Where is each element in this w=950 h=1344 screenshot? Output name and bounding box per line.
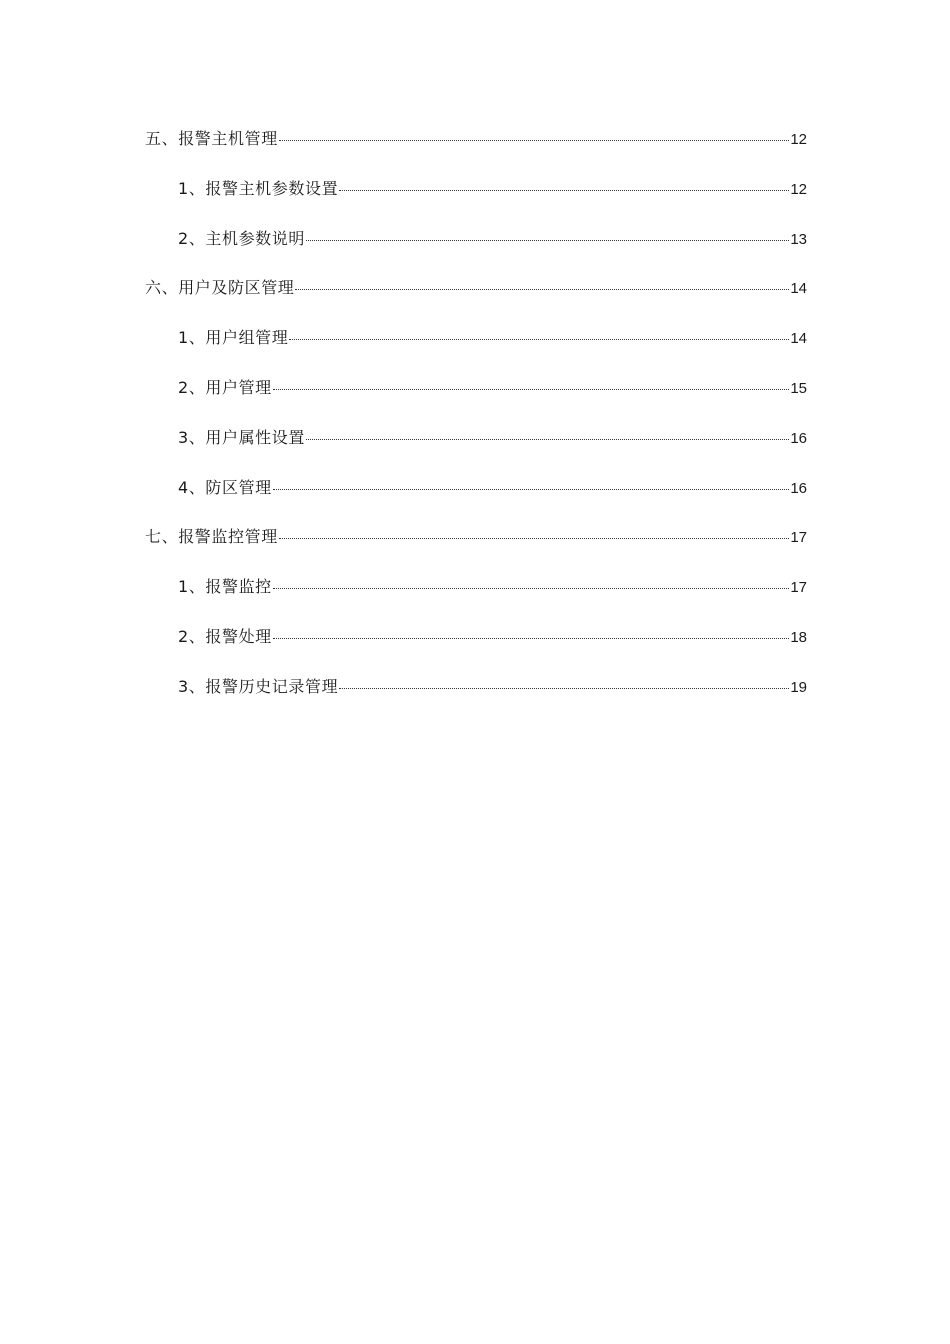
toc-entry-title: 五、报警主机管理	[145, 129, 278, 148]
toc-dot-leader	[273, 588, 790, 589]
toc-entry[interactable]	[145, 222, 807, 272]
toc-entry-title: 2、主机参数说明	[178, 228, 305, 248]
toc-entry-title: 2、报警处理	[178, 626, 272, 646]
toc-entry[interactable]	[145, 670, 807, 720]
toc-dot-leader	[273, 389, 790, 390]
toc-dot-leader	[279, 538, 790, 539]
toc-entry-page: 14	[790, 330, 807, 348]
toc-entry-page: 12	[790, 131, 807, 148]
toc-entry-page: 12	[790, 180, 807, 198]
toc-entry[interactable]	[145, 620, 807, 670]
toc-entry-page: 17	[790, 579, 807, 597]
toc-entry-page: 19	[790, 678, 807, 696]
toc-entry-title: 1、用户组管理	[178, 328, 289, 348]
toc-entry-title: 2、用户管理	[178, 377, 272, 397]
toc-entry-page: 16	[790, 479, 807, 497]
toc-dot-leader	[289, 339, 789, 340]
toc-entry-title: 3、用户属性设置	[178, 427, 305, 447]
toc-entry-title: 1、报警主机参数设置	[178, 178, 339, 198]
toc-dot-leader	[339, 190, 789, 191]
toc-dot-leader	[273, 638, 790, 639]
toc-dot-leader	[339, 688, 789, 689]
toc-entry-page: 18	[790, 628, 807, 646]
toc-entry[interactable]	[145, 271, 807, 321]
toc-entry-title: 七、报警监控管理	[145, 527, 278, 547]
toc-entry-page: 17	[790, 529, 807, 547]
toc-dot-leader	[306, 439, 789, 440]
toc-entry-title: 3、报警历史记录管理	[178, 676, 339, 696]
toc-entry-page: 14	[790, 280, 807, 298]
toc-entry[interactable]	[145, 172, 807, 222]
toc-entry-page: 16	[790, 429, 807, 447]
toc-entry[interactable]	[145, 421, 807, 471]
toc-entry[interactable]	[145, 570, 807, 620]
toc-entry-page: 15	[790, 379, 807, 397]
toc-dot-leader	[273, 489, 790, 490]
table-of-contents	[145, 122, 807, 720]
toc-entry-title: 4、防区管理	[178, 477, 272, 497]
toc-entry[interactable]	[145, 520, 807, 570]
toc-dot-leader	[279, 140, 790, 141]
toc-dot-leader	[295, 289, 789, 290]
toc-entry[interactable]	[145, 371, 807, 421]
toc-entry[interactable]	[145, 321, 807, 371]
toc-dot-leader	[306, 240, 789, 241]
toc-entry-title: 1、报警监控	[178, 577, 272, 597]
toc-entry[interactable]	[145, 471, 807, 521]
toc-entry-title: 六、用户及防区管理	[145, 278, 295, 298]
toc-entry[interactable]	[145, 122, 807, 172]
toc-entry-page: 13	[790, 230, 807, 248]
